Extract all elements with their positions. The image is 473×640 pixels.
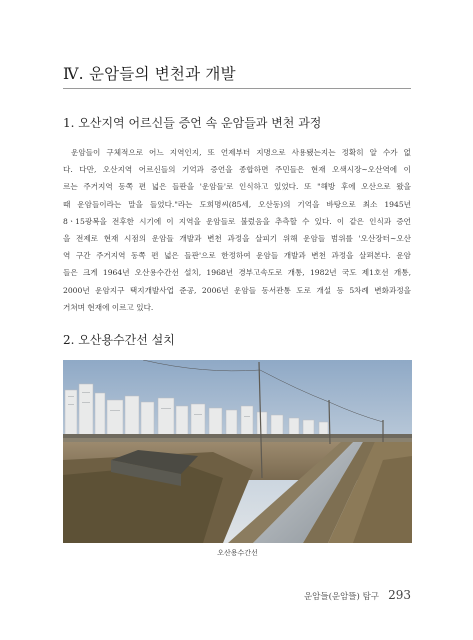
section-heading-2: 2. 오산용수간선 설치 xyxy=(63,333,175,347)
running-title: 운암들(운암뜰) 탐구 xyxy=(303,592,379,602)
body-line: 을 전제로 현재 시점의 운암들 개발과 변천 과정을 살피기 위해 운암들 범위를 '오산장터~오산 xyxy=(63,233,411,243)
body-line: 거쳐며 현재에 이르고 있다. xyxy=(63,302,154,312)
irrigation-canal-photo xyxy=(63,360,412,543)
page-number: 293 xyxy=(388,588,411,602)
body-line: 2000년 운암지구 택지개발사업 준공, 2006년 운암들 동서관통 도로 개설 등 5차례 변화과정을 xyxy=(63,285,411,295)
body-line: 운암들이 구체적으로 어느 지역인지, 또 언제부터 지명으로 사용됐는지는 정확히 알 수가 없 xyxy=(71,148,411,157)
chapter-title: Ⅳ. 운암들의 변천과 개발 xyxy=(63,65,236,83)
chapter-title-rule xyxy=(63,88,411,89)
body-line: 때 운암들이라는 말을 들었다."라는 도희명씨(85세, 오산동)의 기억을 바탕으로 최소 1945년 xyxy=(63,199,411,209)
body-line: 8ㆍ15광복을 전후한 시기에 이 지역을 운암들로 불렀음을 추측할 수 있다. 이 같은 인식과 증언 xyxy=(63,216,411,226)
body-line: 들은 크게 1964년 오산용수간선 설치, 1968년 경부고속도로 개통, 1982년 국도 제1호선 개통, xyxy=(63,268,411,278)
body-line: 역 구간 주거지역 동쪽 편 넓은 들판'으로 한정하여 운암들 개발과 변천 과정을 살펴본다. 운암 xyxy=(63,251,411,261)
body-line: 다. 다만, 오산지역 어르신들의 기억과 증언을 종합하면 주민들은 현재 오색시장~오산역에 이 xyxy=(63,165,411,175)
photo-caption: 오산용수간선 xyxy=(217,549,258,557)
body-line: 르는 주거지역 동쪽 편 넓은 들판을 '운암들'로 인식하고 있었다. 또 "해방 후에 오산으로 왔을 xyxy=(63,182,411,192)
page-footer xyxy=(304,584,411,603)
section-heading-1: 1. 오산지역 어르신들 증언 속 운암들과 변천 과정 xyxy=(63,116,322,130)
body-paragraph xyxy=(63,144,411,316)
